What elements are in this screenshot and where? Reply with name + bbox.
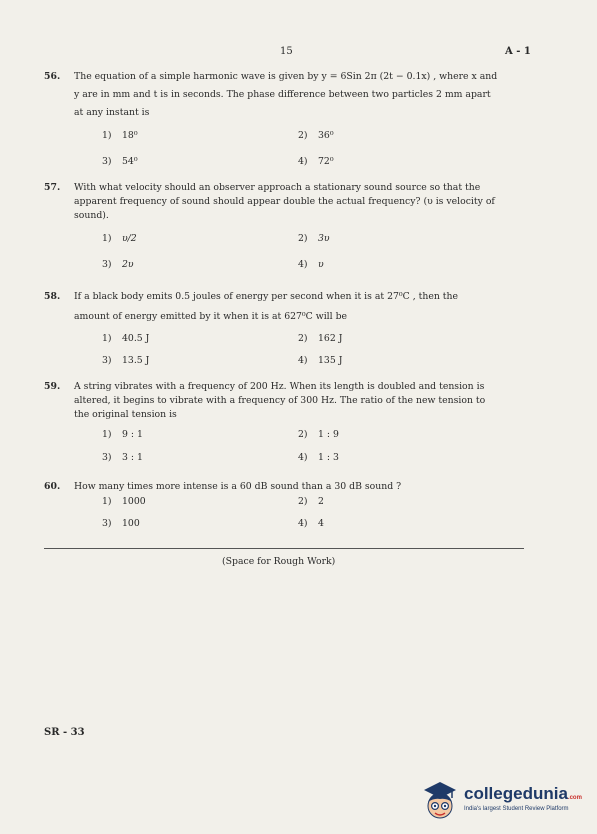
question-number: 56. xyxy=(44,71,61,82)
collegedunia-logo[interactable] xyxy=(418,778,588,824)
option-4[interactable]: 4) 72⁰ xyxy=(298,156,334,167)
question-text xyxy=(74,480,530,494)
question-line: How many times more intense is a 60 dB sound than a 30 dB sound ? xyxy=(74,481,402,492)
mascot-icon xyxy=(418,778,462,824)
option-1[interactable]: 1) 40.5 J xyxy=(102,333,150,344)
option-3[interactable]: 3) 2υ xyxy=(102,259,134,270)
question-line: The equation of a simple harmonic wave is given by y = 6Sin 2π (2t − 0.1x) , where x and xyxy=(74,71,498,82)
option-4[interactable]: 4) 135 J xyxy=(298,355,343,366)
footer-code: SR - 33 xyxy=(44,727,85,738)
question-59 xyxy=(44,380,530,422)
question-line: altered, it begins to vibrate with a frequency of 300 Hz. The ratio of the new tension to xyxy=(74,395,486,406)
set-code: A - 1 xyxy=(505,46,531,57)
question-57 xyxy=(44,181,530,223)
option-3[interactable]: 3) 100 xyxy=(102,518,140,529)
question-line: amount of energy emitted by it when it is at 627⁰C will be xyxy=(74,311,348,322)
question-58 xyxy=(44,290,530,324)
option-3[interactable]: 3) 54⁰ xyxy=(102,156,138,167)
rough-work-label: (Space for Rough Work) xyxy=(222,556,336,567)
question-line: A string vibrates with a frequency of 200 Hz. When its length is doubled and tension is xyxy=(74,381,485,392)
question-line: y are in mm and t is in seconds. The phase difference between two particles 2 mm apart xyxy=(74,89,491,100)
question-text xyxy=(74,181,530,223)
question-number: 58. xyxy=(44,291,61,302)
question-56 xyxy=(44,70,530,120)
option-2[interactable]: 2) 3υ xyxy=(298,233,330,244)
divider xyxy=(44,548,524,549)
question-number: 57. xyxy=(44,182,61,193)
option-4[interactable]: 4) υ xyxy=(298,259,324,270)
option-1[interactable]: 1) 18⁰ xyxy=(102,130,138,141)
option-1[interactable]: 1) 1000 xyxy=(102,496,146,507)
question-line: If a black body emits 0.5 joules of energy per second when it is at 27⁰C , then the xyxy=(74,291,459,302)
option-1[interactable]: 1) 9 : 1 xyxy=(102,429,143,440)
logo-wordmark: collegedunia.com xyxy=(464,784,582,803)
option-4[interactable]: 4) 1 : 3 xyxy=(298,452,339,463)
page-number: 15 xyxy=(280,46,293,57)
option-3[interactable]: 3) 3 : 1 xyxy=(102,452,143,463)
option-1[interactable]: 1) υ/2 xyxy=(102,233,137,244)
option-2[interactable]: 2) 36⁰ xyxy=(298,130,334,141)
question-line: at any instant is xyxy=(74,107,150,118)
option-2[interactable]: 2) 162 J xyxy=(298,333,343,344)
question-line: apparent frequency of sound should appear double the actual frequency? (υ is velocity of xyxy=(74,196,495,207)
question-text xyxy=(74,290,530,324)
question-line: the original tension is xyxy=(74,409,177,420)
question-line: sound). xyxy=(74,210,109,221)
question-text xyxy=(74,380,530,422)
question-number: 59. xyxy=(44,381,61,392)
question-60 xyxy=(44,480,530,494)
question-line: With what velocity should an observer approach a stationary sound source so that the xyxy=(74,182,481,193)
question-number: 60. xyxy=(44,481,61,492)
option-4[interactable]: 4) 4 xyxy=(298,518,324,529)
option-3[interactable]: 3) 13.5 J xyxy=(102,355,150,366)
option-2[interactable]: 2) 2 xyxy=(298,496,324,507)
question-text xyxy=(74,70,530,120)
logo-tagline: India's largest Student Review Platform xyxy=(464,806,569,812)
option-2[interactable]: 2) 1 : 9 xyxy=(298,429,339,440)
